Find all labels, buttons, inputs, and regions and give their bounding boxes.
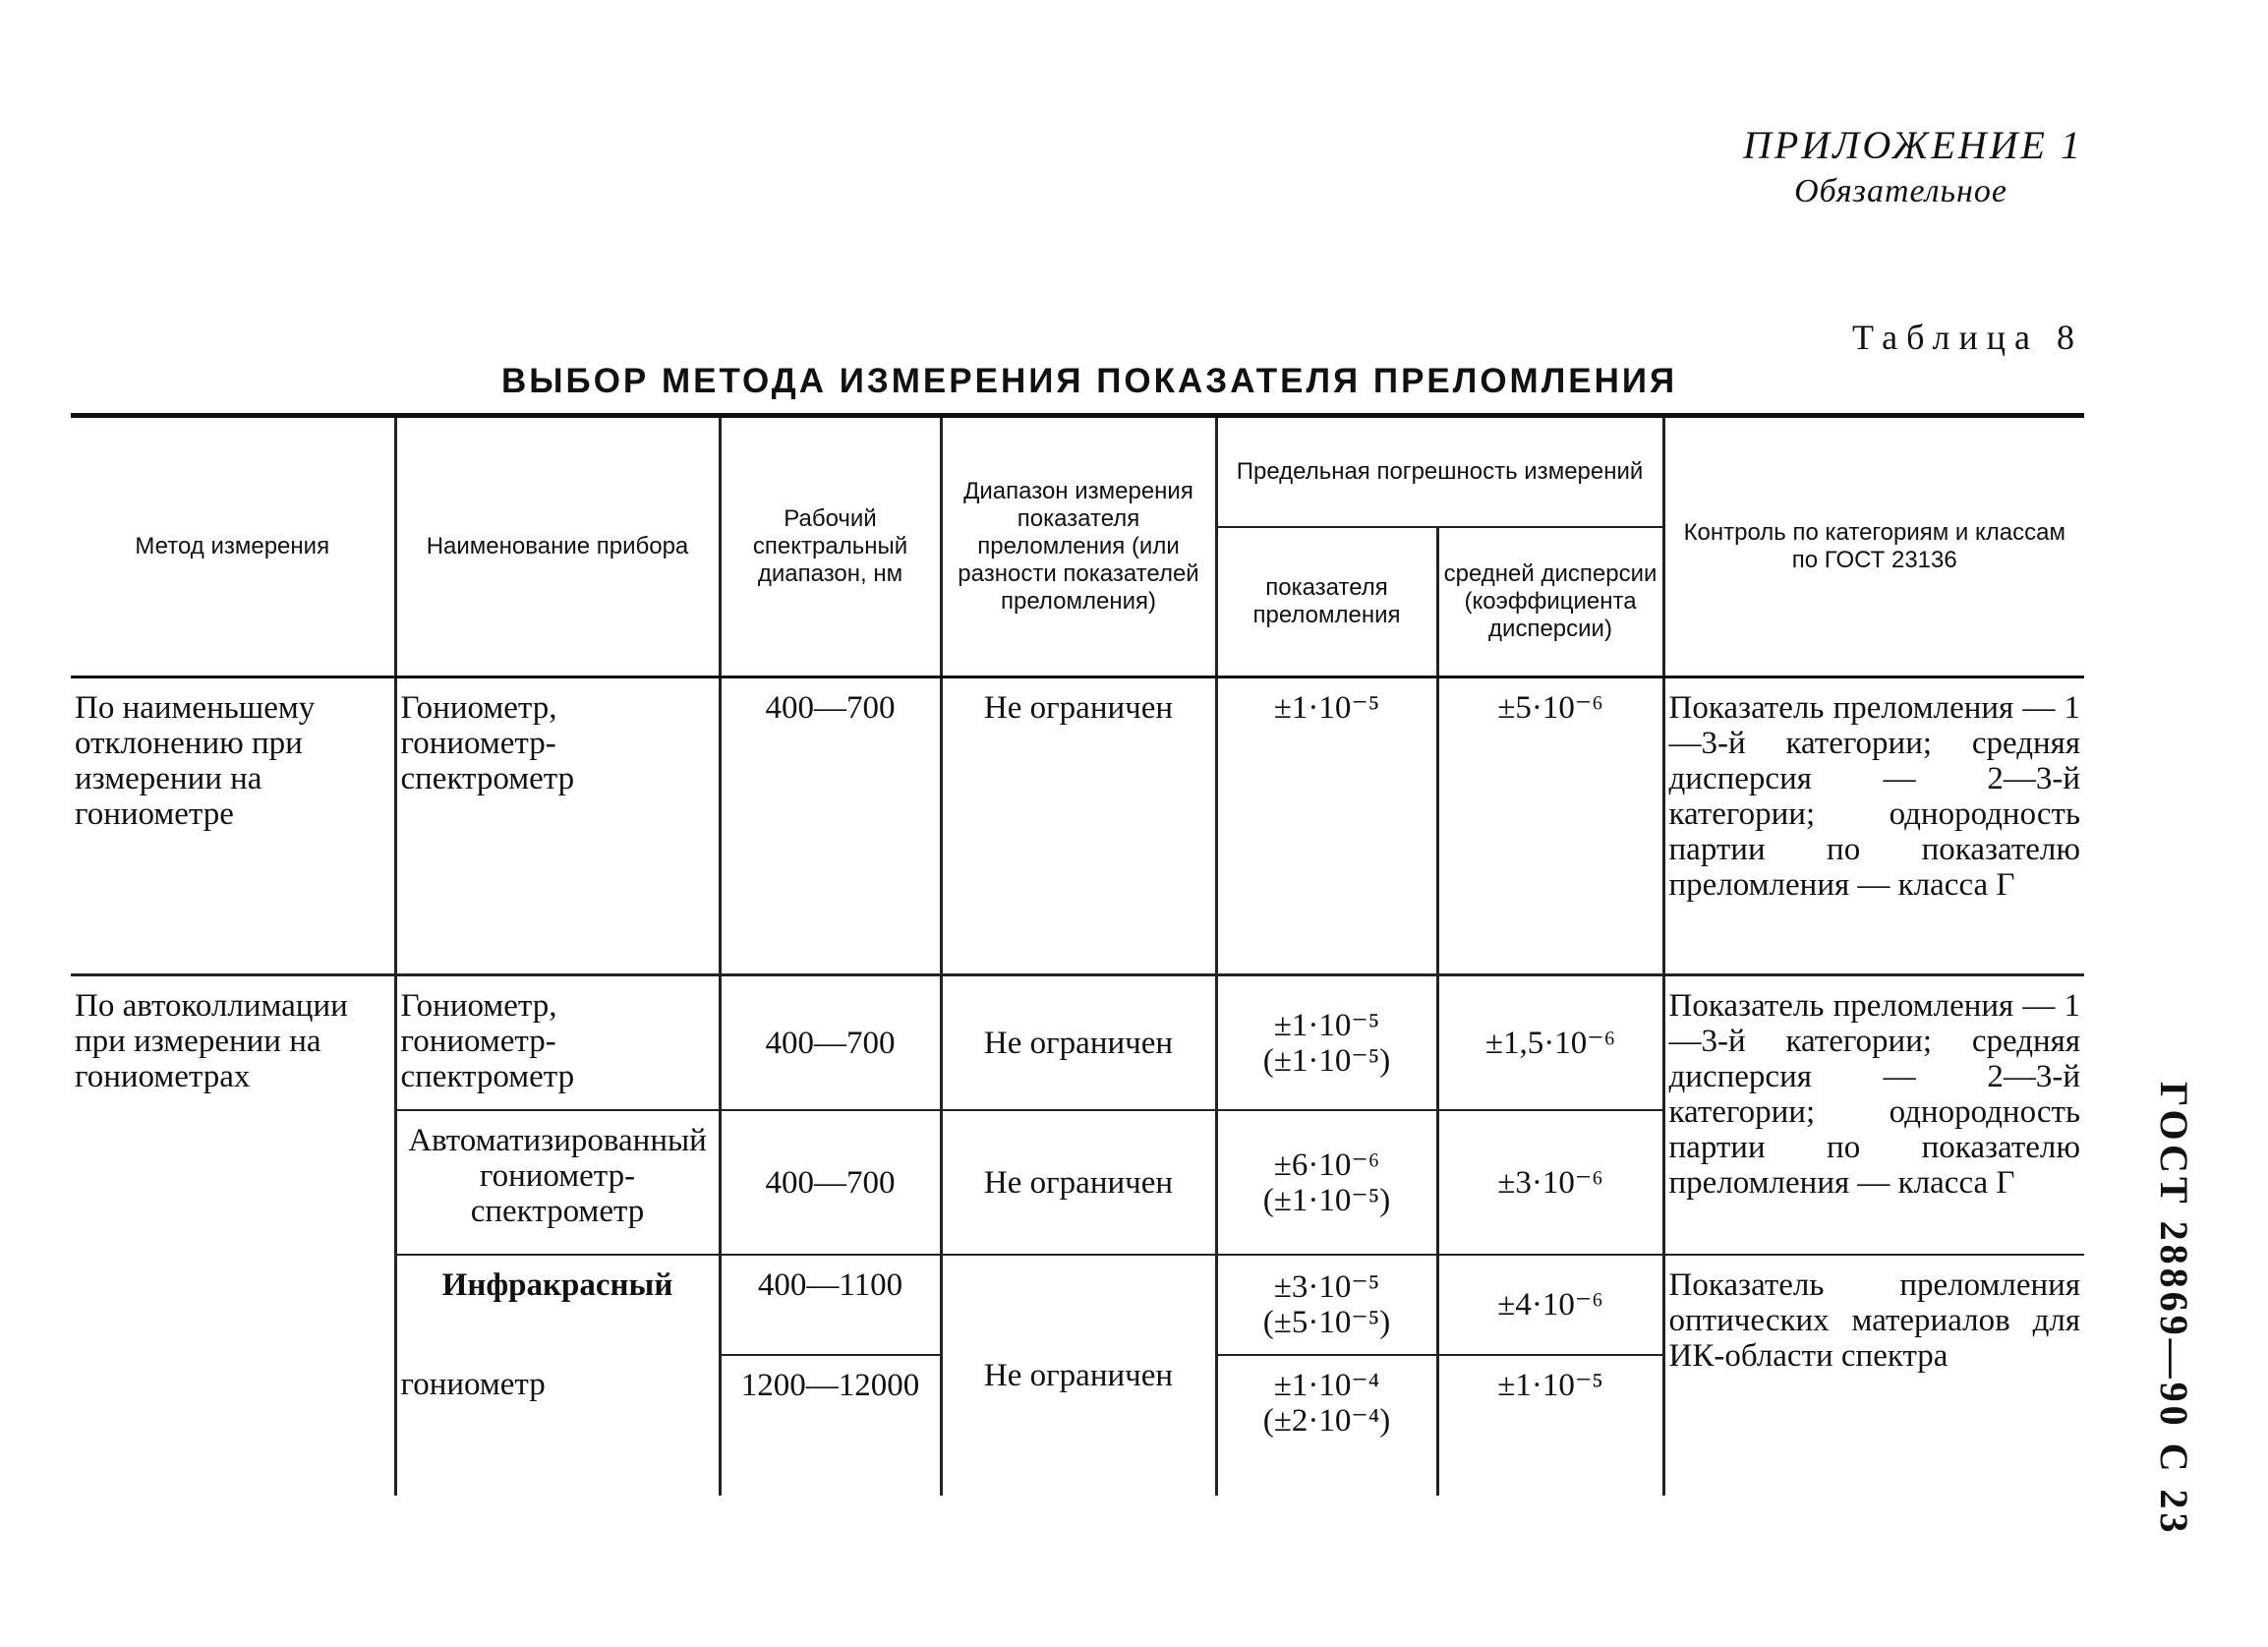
device-cell: Инфракрасный: [395, 1255, 720, 1355]
range-cell: 1200—12000: [720, 1355, 941, 1496]
error-index-cell: ±1·10⁻⁵: [1216, 677, 1437, 975]
error-index-cell: ±6·10⁻⁶ (±1·10⁻⁵): [1216, 1110, 1437, 1255]
index-range-cell: Не ограничен: [941, 1110, 1216, 1255]
method-cell: По автоколлимации при измерении на гониометрах: [71, 975, 395, 1497]
device-cell: Автоматизированный гониометр-спектрометр: [395, 1110, 720, 1255]
method-table: [71, 413, 2084, 1496]
error-dispersion-cell: ±1,5·10⁻⁶: [1437, 975, 1663, 1111]
index-range-cell: Не ограничен: [941, 1255, 1216, 1496]
range-cell: 400—700: [720, 975, 941, 1111]
header-error-dispersion: средней дисперсии (коэффициента дисперсии): [1437, 527, 1663, 677]
header-limit-error: Предельная погрешность измерений: [1216, 416, 1663, 528]
error-index-cell: ±3·10⁻⁵ (±5·10⁻⁵): [1216, 1255, 1437, 1355]
range-cell: 400—1100: [720, 1255, 941, 1355]
table-title: ВЫБОР МЕТОДА ИЗМЕРЕНИЯ ПОКАЗАТЕЛЯ ПРЕЛОМЛЕНИЯ: [501, 362, 1678, 400]
index-range-cell: Не ограничен: [941, 677, 1216, 975]
method-cell: По наименьшему отклонению при измерении на гониометре: [71, 677, 395, 975]
table-row: [71, 975, 2084, 1111]
error-dispersion-cell: ±1·10⁻⁵: [1437, 1355, 1663, 1496]
device-cell: Гониометр, гониометр-спектрометр: [395, 677, 720, 975]
header-control: Контроль по категориям и классам по ГОСТ 23136: [1663, 416, 2084, 677]
index-range-cell: Не ограничен: [941, 975, 1216, 1111]
control-cell: Показатель преломления — 1—3-й категории; средняя дисперсия — 2—3-й категории; однородность партии по показателю преломления — класса Г: [1663, 677, 2084, 975]
header-spectral-range: Рабочий спектральный диапазон, нм: [720, 416, 941, 677]
table-row: [71, 677, 2084, 975]
device-cell: Гониометр, гониометр-спектрометр: [395, 975, 720, 1111]
table-label: Таблица 8: [1852, 318, 2083, 357]
error-dispersion-cell: ±4·10⁻⁶: [1437, 1255, 1663, 1355]
error-dispersion-cell: ±5·10⁻⁶: [1437, 677, 1663, 975]
header-index-range: Диапазон измерения показателя преломления (или разности показателей преломления): [941, 416, 1216, 677]
error-dispersion-cell: ±3·10⁻⁶: [1437, 1110, 1663, 1255]
header-device: Наименование прибора: [395, 416, 720, 677]
control-cell: Показатель преломления оптических материалов для ИК-области спектра: [1663, 1255, 2084, 1496]
control-cell: Показатель преломления — 1—3-й категории; средняя дисперсия — 2—3-й категории; однородность партии по показателю преломления — класса Г: [1663, 975, 2084, 1256]
range-cell: 400—700: [720, 677, 941, 975]
error-index-cell: ±1·10⁻⁴ (±2·10⁻⁴): [1216, 1355, 1437, 1496]
device-cell: гониометр: [395, 1355, 720, 1496]
appendix-subtitle: Обязательное: [1794, 173, 2007, 209]
appendix-title: ПРИЛОЖЕНИЕ 1: [1743, 123, 2083, 167]
error-index-cell: ±1·10⁻⁵ (±1·10⁻⁵): [1216, 975, 1437, 1111]
side-gost-label: ГОСТ 28869—90 С 23: [2152, 1082, 2196, 1537]
range-cell: 400—700: [720, 1110, 941, 1255]
header-method: Метод измерения: [71, 416, 395, 677]
header-error-index: показателя преломления: [1216, 527, 1437, 677]
